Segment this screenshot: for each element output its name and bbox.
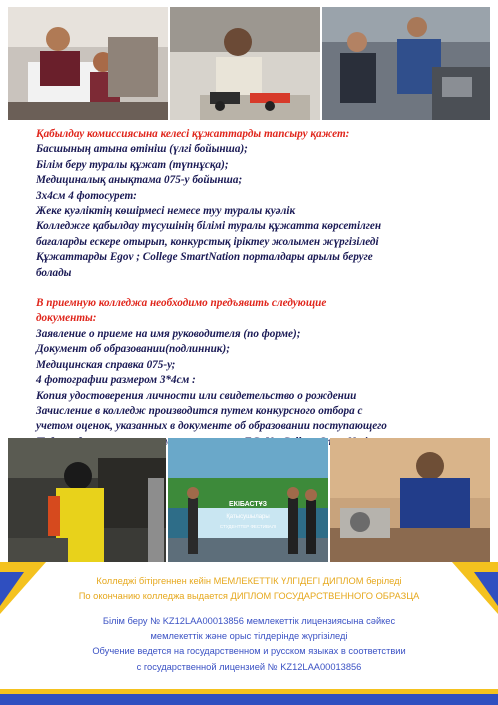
diploma-ru: По окончанию колледжа выдается ДИПЛОМ ГОСУДАРСТВЕННОГО ОБРАЗЦА <box>78 591 420 602</box>
photo-festival <box>168 438 328 562</box>
requirement-ru: Заявление о приеме на имя руководителя (по форме); <box>36 327 301 340</box>
license-line: с государственной лицензией № KZ12LAA00013856 <box>136 661 362 672</box>
requirement-ru: Копия удостоверения личности или свидетельство о рождении <box>36 389 357 402</box>
photo-welding <box>8 438 166 562</box>
requirement-ru: 4 фотографии размером 3*4см : <box>36 374 196 387</box>
requirement-ru: Медицинская справка 075-у; <box>36 358 176 371</box>
festival-sign-line2: Қатысушылары <box>226 514 270 520</box>
requirement-kk: Білім беру туралы құжат (түпнұсқа); <box>36 158 229 171</box>
photo-robotics <box>170 7 320 120</box>
requirement-kk: Жеке куәліктің көшірмесі немесе туу туралы куәлік <box>36 205 296 218</box>
requirement-kk: Колледжге қабылдау түсушінің білімі туралы құжатта көрсетілген <box>36 220 382 233</box>
photo-workshop <box>322 7 490 120</box>
requirements-heading-ru: документы: <box>36 312 97 325</box>
requirement-ru: Документ об образовании(подлинник); <box>36 343 230 356</box>
requirement-kk: 3х4см 4 фотосурет: <box>36 189 137 202</box>
festival-sign-line3: СТУДЕНТТЕР ФЕСТИВАЛІ <box>219 524 277 529</box>
footer-band <box>0 562 498 705</box>
requirement-ru: учетом оценок, указанных в документе об образовании поступающего <box>36 420 387 433</box>
requirement-kk: болады <box>36 266 72 279</box>
requirements-heading-ru: В приемную колледжа необходимо предъявить следующие <box>36 297 327 310</box>
diploma-kk: Колледжі бітіргеннен кейін МЕМЛЕКЕТТІК ҮЛГІДЕГІ ДИПЛОМ беріледі <box>96 576 402 586</box>
festival-sign-line1: ЕКІБАСТҰЗ <box>229 501 267 508</box>
diploma-info <box>0 574 498 604</box>
photo-electronics <box>330 438 490 562</box>
requirement-kk: Құжаттарды Egov ; College SmartNation порталдары арылы беруге <box>36 251 373 264</box>
photo-sewing-class <box>8 7 168 120</box>
requirement-kk: бағаларды ескере отырып, конкурстық іріктеу жолымен жүргізіледі <box>36 235 379 248</box>
license-info <box>0 614 498 675</box>
requirement-kk: Медициналық анықтама 075-у бойынша; <box>36 174 243 187</box>
requirement-ru: Зачисление в колледж производится путем конкурсного отбора с <box>36 404 363 417</box>
license-line: мемлекеттік және орыс тілдерінде жүргізіледі <box>150 631 348 642</box>
requirements-heading-kk: Қабылдау комиссиясына келесі құжаттарды тапсыру қажет: <box>36 128 350 140</box>
license-line: Обучение ведется на государственном и русском языках в соответствии <box>92 646 406 657</box>
admission-text <box>36 127 476 450</box>
license-line: Білім беру № KZ12LAA00013856 мемлекеттік лицензиясына сәйкес <box>102 616 396 626</box>
requirement-kk: Басшының атына өтініш (үлгі бойынша); <box>36 143 248 156</box>
